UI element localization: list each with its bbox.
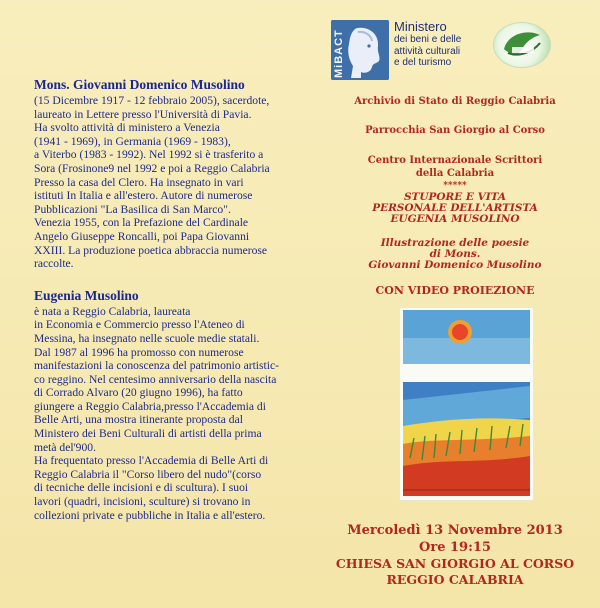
bio-line: Ministero dei Beni Culturali di artisti della prima (34, 427, 262, 441)
bio-line: istituti In Italia e all'estero. Autore di numerose (34, 189, 253, 203)
citta-solidale-logo (493, 22, 551, 68)
ministero-line: dei beni e delle (394, 34, 462, 45)
ministero-text (394, 20, 461, 69)
illustrazione-line-1: Illustrazione delle poesie (380, 237, 530, 249)
title-line-3: EUGENIA MUSOLINO (390, 213, 520, 225)
bio-line: Ha svolto attività di ministero a Venezia (34, 121, 220, 135)
bio-line: raccolte. (34, 257, 74, 271)
illustrazione-line-2: di Mons. (429, 248, 481, 260)
bio-line: manifestazioni la conoscenza del patrimonio artistic- (34, 359, 279, 373)
bio-line: laureato in Lettere presso l'Università di Pavia. (34, 107, 252, 121)
stars-divider: ***** (443, 181, 467, 191)
bio-line: Dal 1987 al 1996 ha promosso con numerose (34, 345, 244, 359)
title-line-2: PERSONALE DELL'ARTISTA (372, 202, 538, 214)
bio-line: co reggino. Nel centesimo anniversario della nascita (34, 372, 277, 386)
bio-line: in Economia e Commercio presso l'Ateneo di (34, 318, 245, 332)
ministero-line: attività culturali (394, 45, 461, 57)
ministero-line: e del turismo (394, 57, 452, 68)
centro-line-1: Centro Internazionale Scrittori (367, 155, 543, 166)
event-date: Mercoledì 13 Novembre 2013 (347, 523, 563, 538)
illustrazione-line-3: Giovanni Domenico Musolino (368, 259, 542, 271)
bio-line: Reggio Calabria il "Corso libero del nudo"(corso (34, 467, 262, 481)
bio-line: lavori (quadri, incisioni, sculture) si trovano in (34, 495, 251, 509)
bio-line: di tecniche delle incisioni e di scultura). I suoi (34, 481, 249, 495)
parrocchia-line: Parrocchia San Giorgio al Corso (365, 125, 545, 136)
title-line-1: STUPORE E VITA (403, 191, 507, 203)
bio-line: Belle Arti, una mostra itinerante proposta dal (34, 413, 243, 427)
bio-line: a Viterbo (1983 - 1992). Nel 1992 si è trasferito a (34, 148, 264, 162)
bio-line: Pubblicazioni "La Basilica di San Marco". (34, 202, 231, 216)
bio-line: Venezia 1955, con la Prefazione del Cardinale (34, 216, 249, 230)
bio-line: XXIII. La produzione poetica abbraccia numerose (34, 243, 268, 257)
section-heading-eugenia: Eugenia Musolino (34, 287, 139, 303)
mibact-logo (331, 20, 389, 80)
section-heading-giovanni: Mons. Giovanni Domenico Musolino (34, 77, 245, 92)
bio-line: metà del'900. (34, 440, 96, 454)
left-column (34, 77, 304, 522)
bio-line: collezioni private e pubbliche in Italia e all'estero. (34, 508, 266, 522)
bio-line: (15 Dicembre 1917 - 12 febbraio 2005), sacerdote, (34, 94, 270, 107)
centro-line-2: della Calabria (415, 168, 495, 179)
bio-line: giungere a Reggio Calabria,presso l'Accademia di (34, 399, 266, 413)
bio-line: Ha frequentato presso l'Accademia di Belle Arti di (34, 454, 269, 468)
bio-line: (1941 - 1969), in Germania (1969 - 1983), (34, 134, 231, 148)
bio-line: è nata a Reggio Calabria, laureata (34, 304, 191, 318)
mibact-wordmark: MiBACT (333, 29, 345, 78)
event-time: Ore 19:15 (419, 540, 491, 555)
logo-bar (331, 18, 581, 84)
ministero-line: Ministero (394, 19, 447, 34)
bio-line: Messina, ha insegnato nelle scuole medie statali. (34, 331, 260, 345)
watercolor-painting (400, 308, 533, 500)
event-city: REGGIO CALABRIA (386, 572, 524, 587)
bio-line: Sora (Frosinone9 nel 1992 e poi a Reggio Calabria (34, 161, 270, 175)
section-eugenia (34, 288, 304, 523)
video-line: CON VIDEO PROIEZIONE (375, 284, 535, 297)
bio-line: Angelo Giuseppe Roncalli, poi Papa Giovanni (34, 229, 250, 243)
bio-line: Presso la casa del Clero. Ha insegnato in vari (34, 175, 244, 189)
event-place: CHIESA SAN GIORGIO AL CORSO (335, 556, 575, 571)
archivio-line: Archivio di Stato di Reggio Calabria (354, 96, 556, 107)
painting-art (400, 308, 533, 500)
leaf-logo-icon (494, 23, 550, 67)
bio-line: di Corrado Alvaro (20 giugno 1996), ha fatto (34, 386, 243, 400)
